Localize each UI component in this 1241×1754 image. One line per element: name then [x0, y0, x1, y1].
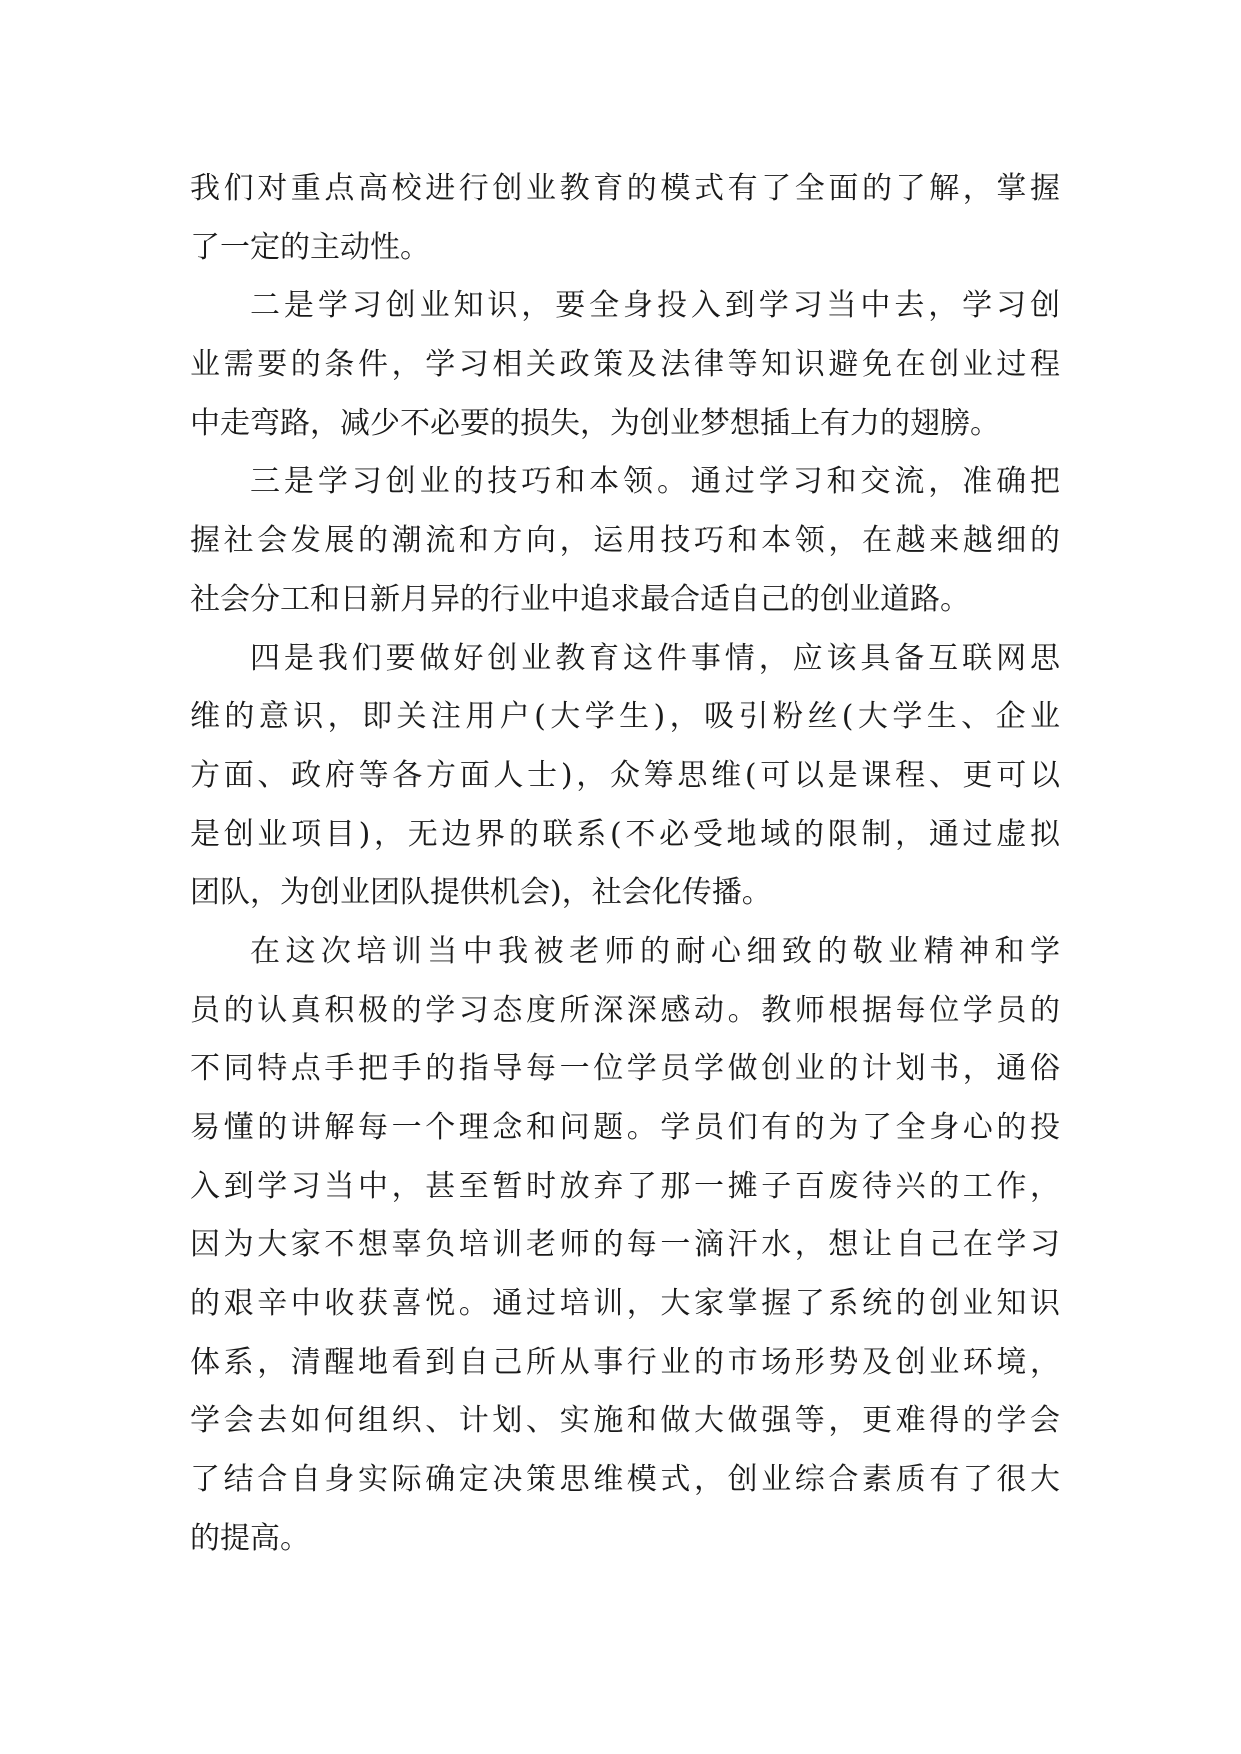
paragraph — [190, 453, 1060, 629]
text-line: 了一定的主动性。 — [190, 229, 430, 265]
paragraph — [190, 923, 1060, 1569]
text-line: 学会去如何组织、计划、实施和做大做强等，更难得的学会 — [190, 1403, 1060, 1439]
text-line: 不同特点手把手的指导每一位学员学做创业的计划书，通俗 — [190, 1051, 1060, 1087]
text-line: 业需要的条件，学习相关政策及法律等知识避免在创业过程 — [190, 347, 1060, 383]
text-line: 的提高。 — [190, 1520, 310, 1556]
text-line: 四是我们要做好创业教育这件事情，应该具备互联网思 — [250, 640, 1060, 676]
text-line: 维的意识，即关注用户(大学生)，吸引粉丝(大学生、企业 — [190, 699, 1060, 735]
text-line: 在这次培训当中我被老师的耐心细致的敬业精神和学 — [250, 933, 1060, 969]
text-line: 三是学习创业的技巧和本领。通过学习和交流，准确把 — [250, 464, 1060, 500]
text-line: 员的认真积极的学习态度所深深感动。教师根据每位学员的 — [190, 992, 1060, 1028]
text-line: 社会分工和日新月异的行业中追求最合适自己的创业道路。 — [190, 581, 970, 617]
text-line: 中走弯路，减少不必要的损失，为创业梦想插上有力的翅膀。 — [190, 405, 1000, 441]
text-line: 因为大家不想辜负培训老师的每一滴汗水，想让自己在学习 — [190, 1227, 1060, 1263]
text-line: 我们对重点高校进行创业教育的模式有了全面的了解，掌握 — [190, 171, 1060, 206]
text-line: 方面、政府等各方面人士)，众筹思维(可以是课程、更可以 — [190, 757, 1060, 793]
text-line: 体系，清醒地看到自己所从事行业的市场形势及创业环境， — [190, 1344, 1060, 1380]
text-line: 二是学习创业知识，要全身投入到学习当中去，学习创 — [250, 288, 1060, 324]
text-line: 团队，为创业团队提供机会)，社会化传播。 — [190, 875, 772, 911]
paragraph — [190, 160, 1060, 277]
text-line: 握社会发展的潮流和方向，运用技巧和本领，在越来越细的 — [190, 523, 1060, 559]
text-line: 是创业项目)，无边界的联系(不必受地域的限制，通过虚拟 — [190, 816, 1060, 852]
text-line: 入到学习当中，甚至暂时放弃了那一摊子百废待兴的工作， — [190, 1168, 1060, 1204]
paragraph — [190, 277, 1060, 453]
text-line: 了结合自身实际确定决策思维模式，创业综合素质有了很大 — [190, 1462, 1060, 1498]
text-line: 的艰辛中收获喜悦。通过培训，大家掌握了系统的创业知识 — [190, 1286, 1060, 1322]
text-line: 易懂的讲解每一个理念和问题。学员们有的为了全身心的投 — [190, 1110, 1060, 1145]
document-body — [190, 160, 1060, 1569]
paragraph — [190, 630, 1060, 923]
